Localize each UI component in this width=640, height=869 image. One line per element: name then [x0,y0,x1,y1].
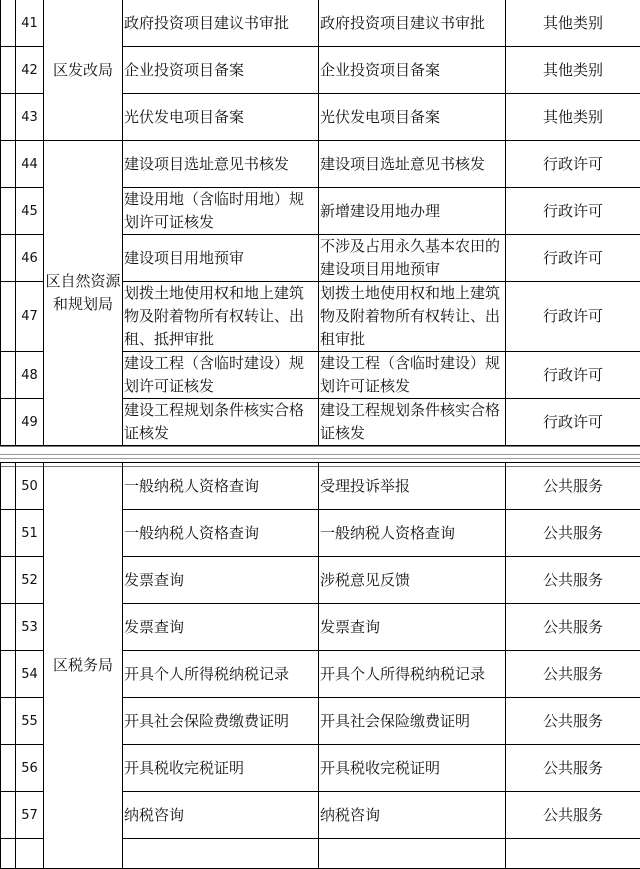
department-cell: 区发改局 [44,0,123,141]
department-cell: 区税务局 [44,463,123,869]
row-number: 55 [16,698,44,745]
category-cell: 其他类别 [506,94,640,141]
row-margin-cell [1,282,16,352]
row-number: 48 [16,352,44,399]
row-margin-cell [1,604,16,651]
matter-name: 开具税收完税证明 [123,745,319,792]
row-margin-cell [1,352,16,399]
category-cell: 公共服务 [506,557,640,604]
row-number: 47 [16,282,44,352]
category-cell: 公共服务 [506,604,640,651]
sub-matter-name: 不涉及占用永久基本农田的建设项目用地预审 [319,235,506,282]
separator-double-line [0,454,640,459]
matter-name: 发票查询 [123,604,319,651]
matter-name: 划拨土地使用权和地上建筑物及附着物所有权转让、出租、抵押审批 [123,282,319,352]
row-number: 53 [16,604,44,651]
matter-name: 发票查询 [123,557,319,604]
category-cell: 行政许可 [506,399,640,446]
matter-name: 企业投资项目备案 [123,47,319,94]
row-number: 46 [16,235,44,282]
sub-matter-name: 开具社会保险缴费证明 [319,698,506,745]
sub-matter-name: 发票查询 [319,604,506,651]
category-cell: 其他类别 [506,47,640,94]
row-number: 51 [16,510,44,557]
row-number: 41 [16,0,44,47]
row-margin-cell [1,792,16,839]
matter-name: 建设项目用地预审 [123,235,319,282]
category-cell: 行政许可 [506,282,640,352]
row-number: 45 [16,188,44,235]
sub-matter-name: 划拨土地使用权和地上建筑物及附着物所有权转让、出租审批 [319,282,506,352]
row-margin-cell [1,557,16,604]
row-margin-cell [1,399,16,446]
category-cell: 行政许可 [506,235,640,282]
row-margin-cell [1,839,16,869]
row-margin-cell [1,141,16,188]
sub-matter-name: 建设工程规划条件核实合格证核发 [319,399,506,446]
matter-name: 建设用地（含临时用地）规划许可证核发 [123,188,319,235]
matter-name: 一般纳税人资格查询 [123,510,319,557]
row-number: 42 [16,47,44,94]
row-margin-cell [1,235,16,282]
category-cell: 公共服务 [506,792,640,839]
sub-matter-name: 一般纳税人资格查询 [319,510,506,557]
matter-name: 建设工程（含临时建设）规划许可证核发 [123,352,319,399]
category-cell: 公共服务 [506,698,640,745]
matter-name: 开具社会保险费缴费证明 [123,698,319,745]
table-section-2 [0,462,640,869]
row-number: 54 [16,651,44,698]
category-cell: 公共服务 [506,463,640,510]
matter-name: 一般纳税人资格查询 [123,463,319,510]
table-row [1,463,640,510]
row-margin-cell [1,651,16,698]
sub-matter-name: 新增建设用地办理 [319,188,506,235]
sub-matter-name: 政府投资项目建议书审批 [319,0,506,47]
matter-name [123,839,319,869]
row-margin-cell [1,510,16,557]
sub-matter-name: 纳税咨询 [319,792,506,839]
row-number: 43 [16,94,44,141]
row-margin-cell [1,94,16,141]
row-margin-cell [1,188,16,235]
category-cell [506,839,640,869]
matter-name: 纳税咨询 [123,792,319,839]
matter-name: 政府投资项目建议书审批 [123,0,319,47]
row-number: 50 [16,463,44,510]
category-cell: 公共服务 [506,510,640,557]
sub-matter-name: 开具税收完税证明 [319,745,506,792]
matter-name: 建设工程规划条件核实合格证核发 [123,399,319,446]
category-cell: 公共服务 [506,745,640,792]
table-row [1,0,640,47]
row-margin-cell [1,698,16,745]
row-number: 56 [16,745,44,792]
row-number: 44 [16,141,44,188]
matter-name: 开具个人所得税纳税记录 [123,651,319,698]
category-cell: 行政许可 [506,188,640,235]
row-number: 57 [16,792,44,839]
category-cell: 行政许可 [506,141,640,188]
sub-matter-name: 建设工程（含临时建设）规划许可证核发 [319,352,506,399]
row-margin-cell [1,47,16,94]
matter-name: 光伏发电项目备案 [123,94,319,141]
sub-matter-name: 光伏发电项目备案 [319,94,506,141]
row-number: 52 [16,557,44,604]
row-number: 49 [16,399,44,446]
sub-matter-name: 开具个人所得税纳税记录 [319,651,506,698]
category-cell: 行政许可 [506,352,640,399]
sub-matter-name: 企业投资项目备案 [319,47,506,94]
category-cell: 其他类别 [506,0,640,47]
matter-name: 建设项目选址意见书核发 [123,141,319,188]
category-cell: 公共服务 [506,651,640,698]
row-margin-cell [1,463,16,510]
sub-matter-name: 建设项目选址意见书核发 [319,141,506,188]
row-margin-cell [1,0,16,47]
row-number [16,839,44,869]
sub-matter-name: 受理投诉举报 [319,463,506,510]
table-row [1,141,640,188]
sub-matter-name [319,839,506,869]
row-margin-cell [1,745,16,792]
sub-matter-name: 涉税意见反馈 [319,557,506,604]
department-cell: 区自然资源和规划局 [44,141,123,446]
